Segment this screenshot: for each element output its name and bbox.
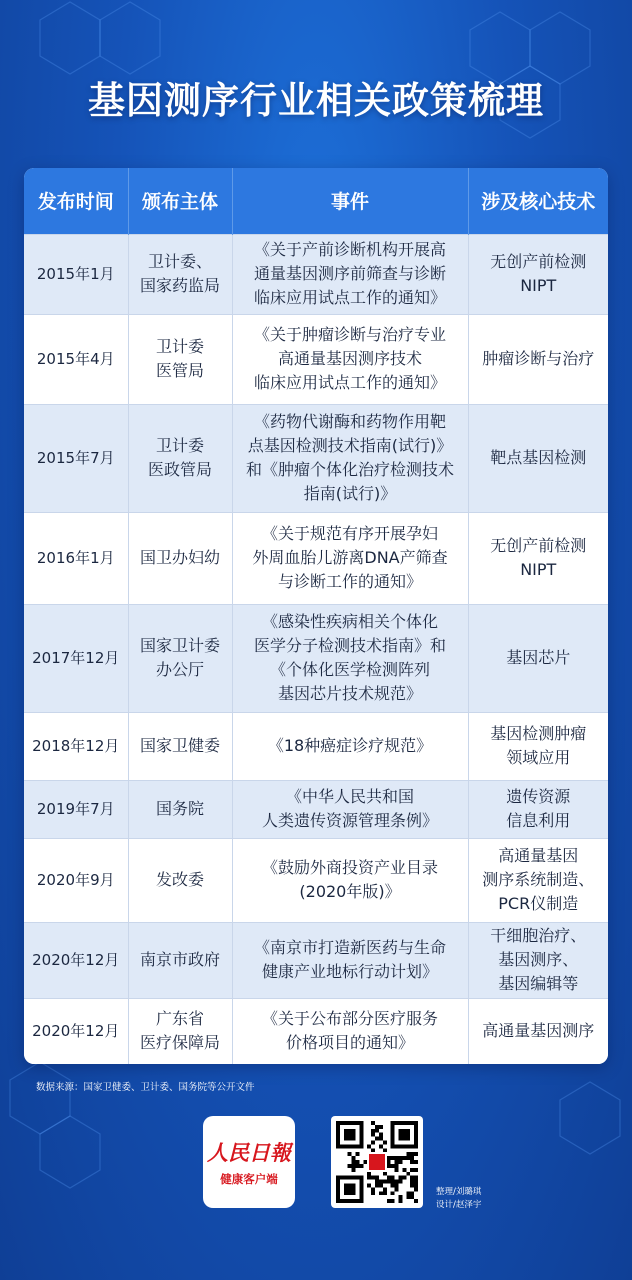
table-row [24,314,608,404]
cell-event-line: 《关于产前诊断机构开展高 [253,240,446,259]
header-date: 发布时间 [24,168,128,234]
cell-event [232,512,468,604]
cell-tech-line: 无创产前检测 [490,252,587,271]
cell-event-line: (2020年版)》 [299,882,401,901]
cell-date [24,314,128,404]
cell-event-line: 《关于规范有序开展孕妇 [261,524,438,543]
cell-tech-line: 基因测序、 [498,950,579,969]
table-row [24,512,608,604]
cell-date-line: 2018年12月 [32,737,120,755]
table-row [24,712,608,780]
cell-issuer [128,712,232,780]
cell-date-line: 2020年9月 [36,871,115,889]
cell-issuer-line: 国卫办妇幼 [139,548,220,567]
cell-event [232,234,468,314]
cell-event [232,998,468,1064]
cell-date-line: 2015年4月 [36,350,115,368]
cell-issuer [128,780,232,838]
credit-designer: 设计/赵泽宇 [436,1200,482,1210]
cell-date [24,512,128,604]
cell-event-line: 临床应用试点工作的通知》 [253,373,446,392]
cell-issuer-line: 办公厅 [155,660,204,679]
cell-tech-line: 高通量基因测序 [482,1021,595,1041]
cell-tech-line: PCR仪制造 [498,894,579,913]
cell-tech [468,512,608,604]
cell-event-line: 《感染性疾病相关个体化 [261,612,438,631]
cell-issuer [128,922,232,998]
cell-event-line: 《药物代谢酶和药物作用靶 [253,412,446,431]
cell-tech-line: 干细胞治疗、 [490,926,587,945]
cell-issuer [128,998,232,1064]
cell-tech-line: 测序系统制造、 [482,870,595,889]
cell-date-line: 2015年1月 [36,265,115,283]
cell-event-line: 高通量基因测序技术 [277,349,422,368]
header-issuer: 颁布主体 [128,168,232,234]
cell-event-line: 人类遗传资源管理条例》 [261,811,438,830]
cell-date-line: 2020年12月 [32,1022,120,1041]
cell-issuer-line: 国务院 [155,799,204,818]
cell-date-line: 2019年7月 [36,800,115,818]
cell-tech-line: 靶点基因检测 [490,448,587,467]
page-title: 基因测序行业相关政策梳理 [88,79,544,122]
cell-issuer-line: 卫计委 [155,337,204,356]
table-row [24,838,608,922]
cell-event-line: 《个体化医学检测阵列 [269,660,430,679]
peoples-daily-logo [203,1116,295,1208]
cell-date-line: 2017年12月 [32,649,120,667]
cell-tech [468,712,608,780]
cell-issuer [128,314,232,404]
cell-tech [468,780,608,838]
cell-event-line: 《18种癌症诊疗规范》 [267,736,433,755]
cell-date [24,712,128,780]
header-event: 事件 [232,168,468,234]
cell-event-line: 指南(试行)》 [303,484,397,503]
cell-date [24,234,128,314]
cell-event-line: 价格项目的通知》 [285,1033,414,1053]
cell-date [24,922,128,998]
cell-tech-line: NIPT [520,276,557,295]
cell-issuer-line: 卫计委、 [147,252,212,271]
cell-event [232,404,468,512]
cell-event-line: 外周血胎儿游离DNA产筛查 [252,548,448,567]
table-row [24,998,608,1064]
cell-event-line: 基因芯片技术规范》 [277,684,422,703]
credit-editor: 整理/刘璐琪 [436,1187,482,1197]
cell-date [24,780,128,838]
cell-issuer [128,404,232,512]
cell-tech-line: 信息利用 [506,811,571,830]
cell-tech-line: 基因编辑等 [498,974,579,993]
cell-event-line: 健康产业地标行动计划》 [261,962,438,981]
cell-event [232,314,468,404]
cell-issuer-line: 国家卫计委 [139,636,220,655]
cell-event-line: 《中华人民共和国 [285,787,414,806]
header-tech: 涉及核心技术 [468,168,608,234]
cell-tech-line: 高通量基因 [498,846,579,865]
cell-event [232,604,468,712]
cell-tech [468,404,608,512]
cell-event-line: 临床应用试点工作的通知》 [253,288,446,307]
cell-tech [468,604,608,712]
cell-event-line: 《南京市打造新医药与生命 [253,938,446,957]
cell-issuer-line: 医政管局 [147,460,212,479]
cell-event-line: 《鼓励外商投资产业目录 [261,858,438,877]
cell-date-line: 2016年1月 [36,549,115,567]
cell-issuer-line: 发改委 [155,870,204,889]
cell-date [24,404,128,512]
logo-brand: 人民日報 [207,1140,291,1165]
table-row [24,922,608,998]
logo-subtitle: 健康客户端 [220,1172,278,1186]
cell-event [232,712,468,780]
cell-event-line: 通量基因测序前筛查与诊断 [253,264,446,283]
policy-table [24,168,608,1064]
cell-event-line: 与诊断工作的通知》 [277,572,422,591]
cell-issuer-line: 卫计委 [155,436,204,455]
cell-tech-line: 基因芯片 [506,648,571,667]
cell-tech-line: 基因检测肿瘤 [490,724,587,743]
cell-tech [468,838,608,922]
cell-issuer-line: 南京市政府 [139,950,220,969]
table-row [24,404,608,512]
cell-issuer [128,838,232,922]
cell-event-line: 和《肿瘤个体化治疗检测技术 [245,460,454,479]
cell-tech [468,998,608,1064]
cell-date [24,604,128,712]
cell-issuer-line: 国家卫健委 [139,736,220,755]
cell-issuer-line: 广东省 [155,1009,204,1029]
cell-event-line: 《关于肿瘤诊断与治疗专业 [253,325,446,344]
data-source-note: 数据来源：国家卫健委、卫计委、国务院等公开文件 [36,1082,255,1093]
credits [436,1186,481,1212]
cell-tech-line: NIPT [520,560,557,579]
cell-event [232,780,468,838]
cell-date [24,998,128,1064]
cell-tech [468,922,608,998]
cell-event-line: 点基因检测技术指南(试行)》 [247,436,453,455]
table-header-row [24,168,608,234]
cell-tech-line: 肿瘤诊断与治疗 [482,349,595,368]
cell-tech-line: 无创产前检测 [490,536,587,555]
cell-event-line: 《关于公布部分医疗服务 [261,1009,438,1029]
cell-tech-line: 领域应用 [506,748,571,767]
cell-date-line: 2015年7月 [36,449,115,467]
cell-event-line: 医学分子检测技术指南》和 [253,636,446,655]
table-row [24,780,608,838]
cell-issuer [128,512,232,604]
cell-issuer [128,234,232,314]
qr-code-icon[interactable] [331,1116,423,1208]
cell-tech [468,314,608,404]
table-row [24,604,608,712]
cell-date [24,838,128,922]
cell-tech [468,234,608,314]
cell-issuer-line: 国家药监局 [139,276,220,295]
cell-tech-line: 遗传资源 [506,787,571,806]
cell-issuer [128,604,232,712]
table-row [24,234,608,314]
cell-event [232,838,468,922]
cell-issuer-line: 医疗保障局 [139,1033,220,1053]
cell-issuer-line: 医管局 [155,361,204,380]
cell-event [232,922,468,998]
cell-date-line: 2020年12月 [32,951,120,969]
